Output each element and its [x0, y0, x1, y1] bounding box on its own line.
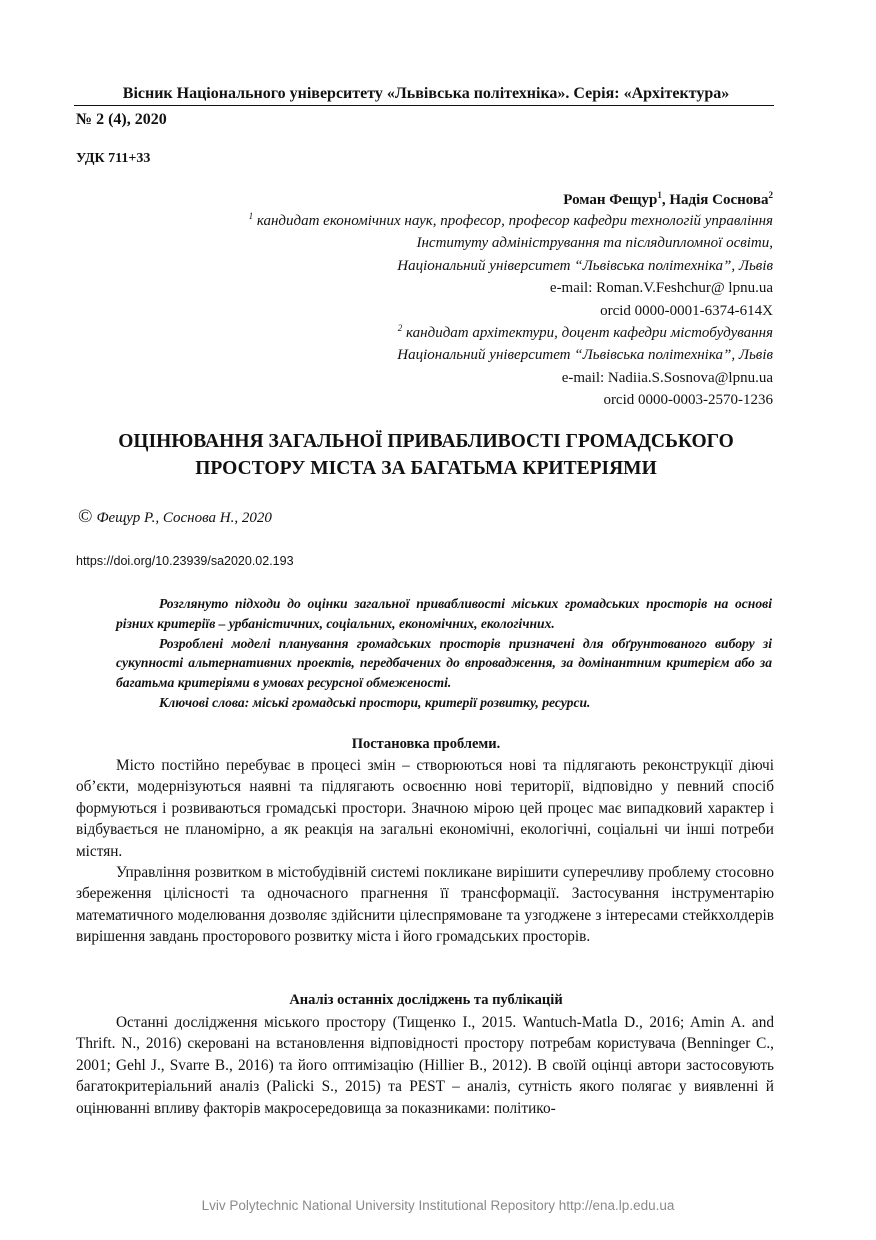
copyright-text: Фещур Р., Соснова Н., 2020 [96, 510, 272, 526]
journal-header: Вісник Національного університету «Львівська політехніка». Серія: «Архітектура» [122, 85, 730, 102]
section-heading-literature: Аналіз останніх досліджень та публікацій [289, 992, 563, 1008]
affiliation-2-sup: 2 [397, 323, 403, 334]
author-2-sup: 2 [768, 190, 773, 200]
author-names [563, 190, 773, 210]
copyright-icon: © [78, 506, 93, 527]
affiliation-1-sup: 1 [248, 211, 254, 221]
author-separator: , [661, 192, 670, 208]
affiliation-2-email: e-mail: Nadiia.S.Sosnova@lpnu.ua [561, 369, 773, 386]
affiliation-1-line-1: $^1$ кандидат економічних наук, професор, професор кафедри технологій управління [248, 211, 773, 229]
author-1: Роман Фещур [563, 192, 658, 208]
affiliations [133, 210, 773, 412]
doi-link[interactable]: https://doi.org/10.23939/sa2020.02.193 [76, 554, 294, 568]
title-line-2: ПРОСТОРУ МІСТА ЗА БАГАТЬМА КРИТЕРІЯМИ [195, 458, 657, 479]
title-line-1: ОЦІНЮВАННЯ ЗАГАЛЬНОЇ ПРИВАБЛИВОСТІ ГРОМАДСЬКОГО [118, 431, 734, 452]
keywords: Ключові слова: міські громадські простори, критерії розвитку, ресурси. [159, 694, 591, 710]
affiliation-2-line-2: Національний університет “Львівська політехніка”, Львів [397, 347, 773, 364]
author-1-sup: 1 [657, 190, 662, 200]
header-rule [74, 105, 774, 106]
author-2: Надія Соснова [669, 192, 769, 208]
affiliation-1-email: e-mail: Roman.V.Feshchur@ lpnu.ua [549, 280, 773, 297]
section-heading-problem: Постановка проблеми. [351, 736, 501, 752]
abstract-paragraph-2: Розроблені моделі планування громадських просторів призначені для обґрунтованого вибору зі сукупності альтернативних проектів, передбачених до впровадження, за домінантним критерієм або за багатьма критеріями в умовах ресурсної обмеженості. [116, 635, 772, 691]
body-paragraph: Останні дослідження міського простору (Тищенко І., 2015. Wantuch-Matla D., 2016; Amin A. and Thrift. N., 2016) скеровані на встановлення відповідності простору потребам користувача (Benninger C., 2001; Gehl J., Svarre B., 2016) та його оптимізацію (Hillier B., 2012). В своїй оцінці автори застосовують багатокритеріальний аналіз (Palicki S., 2015) та PEST – аналіз, сутність якого полягає у виявленні й оцінюванні впливу факторів макросередовища за показниками: політико- [76, 1014, 774, 1117]
copyright-line [78, 506, 272, 529]
repository-footer: Lviv Polytechnic National University Institutional Repository http://ena.lp.edu.ua [201, 1198, 675, 1213]
affiliation-1-line-2: Інституту адміністрування та післядипломної освіти, [416, 235, 773, 252]
udk-code: УДК 711+33 [76, 151, 151, 166]
abstract [116, 594, 772, 713]
affiliation-2-orcid: orcid 0000-0003-2570-1236 [603, 392, 773, 409]
section-problem-body [76, 755, 774, 948]
issue-number: № 2 (4), 2020 [76, 111, 167, 128]
body-paragraph: Управління розвитком в містобудівній системі покликане вирішити суперечливу проблему стосовно збереження цілісності та одночасного прагнення її трансформації. Застосування інструментарію математичного моделювання дозволяє здійснити цілеспрямоване та узгоджене з інтересами стейкхолдерів вирішення завдань просторового розвитку міста і його громадських просторів. [76, 864, 774, 946]
paper-title [76, 428, 776, 482]
affiliation-1-orcid: orcid 0000-0001-6374-614X [600, 302, 773, 319]
body-paragraph: Місто постійно перебуває в процесі змін – створюються нові та підлягають реконструкції діючі об’єкти, модернізуються наявні та підлягають освоєнню нові території, відповідно у певний спосіб формуються і розвиваються громадські простори. Значною мірою цей процес має випадковий характер і відбувається не планомірно, а як реакція на загальні економічні, екологічні, соціальні чи інші потреби містян. [76, 757, 774, 860]
affiliation-1-line-3: Національний університет “Львівська політехніка”, Львів [397, 257, 773, 274]
section-literature-body [76, 1012, 774, 1119]
abstract-paragraph-1: Розглянуто підходи до оцінки загальної привабливості міських громадських просторів на основі різних критеріїв – урбаністичних, соціальних, економічних, екологічних. [116, 596, 772, 631]
affiliation-2-line-1: $^2$ кандидат архітектури, доцент кафедри містобудування [397, 323, 773, 342]
